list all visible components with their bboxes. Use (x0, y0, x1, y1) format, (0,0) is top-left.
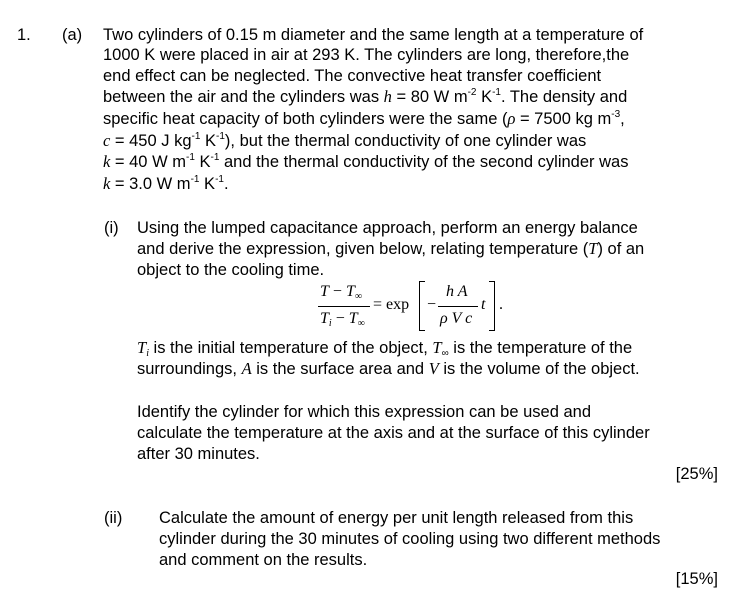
text: K (194, 153, 211, 171)
task-line-2: calculate the temperature at the axis and at the surface of this cylinder (137, 424, 650, 442)
exponent: -1 (185, 152, 195, 163)
left-bracket (419, 281, 425, 331)
text: . (223, 175, 229, 193)
part-ii-line-2: cylinder during the 30 minutes of cooling using two different methods (159, 530, 661, 548)
symbol-T: T (432, 338, 442, 357)
infinity-subscript: ∞ (357, 318, 365, 329)
text: K (199, 175, 216, 193)
text: between the air and the cylinders was (103, 88, 384, 106)
part-i-line-1: Using the lumped capacitance approach, perform an energy balance (137, 219, 638, 237)
part-ii-marks: [15%] (675, 570, 718, 588)
text: and derive the expression, given below, relating temperature ( (137, 240, 589, 258)
exponent: -1 (191, 131, 201, 142)
symbol-T: T (137, 338, 147, 357)
exponent: -1 (216, 131, 225, 142)
subscript-i: i (328, 318, 332, 329)
intro-line-4 (103, 87, 627, 107)
intro-line-6 (103, 131, 586, 151)
text: ) of an (597, 240, 645, 258)
symbol-k: k (103, 152, 111, 171)
rhs-numerator: h A (446, 283, 468, 300)
text: is the temperature of the (448, 339, 633, 357)
symbol-t: t (481, 296, 486, 313)
symbol-T: T (588, 239, 598, 258)
right-bracket (489, 281, 495, 331)
task-line-3: after 30 minutes. (137, 445, 260, 463)
exponent: -1 (190, 174, 200, 185)
part-ii-line-1: Calculate the amount of energy per unit length released from this (159, 509, 634, 527)
intro-line-5 (103, 109, 625, 129)
intro-line-2: 1000 K were placed in air at 293 K. The cylinders are long, therefore,the (103, 46, 630, 64)
rhs-fraction-bar (438, 306, 478, 307)
symbol-T: T (348, 310, 358, 327)
symbol-rho: ρ (507, 109, 516, 128)
part-a-label: (a) (62, 26, 83, 44)
text: , (620, 110, 625, 128)
intro-line-8 (103, 174, 229, 194)
symbol-c: c (103, 131, 111, 150)
rhs-denominator: ρ V c (440, 310, 473, 327)
text: specific heat capacity of both cylinders were the same ( (103, 110, 508, 128)
text: . The density and (500, 88, 628, 106)
exponent: -1 (492, 87, 501, 98)
minus-sign: − (427, 296, 437, 313)
equation-period: . (499, 296, 503, 313)
symbol-h: h (383, 87, 392, 106)
symbol-T: T (345, 283, 355, 300)
exponent: -3 (611, 109, 621, 120)
text: K (200, 132, 217, 150)
part-i-label: (i) (104, 219, 119, 237)
symbol-A: A (241, 359, 252, 378)
equals-exp: = exp (373, 296, 410, 313)
minus-sign: − (331, 310, 349, 327)
definition-line-2 (137, 359, 640, 379)
minus-sign: − (328, 283, 346, 300)
intro-line-1: Two cylinders of 0.15 m diameter and the same length at a temperature of (103, 26, 644, 44)
subscript-i: i (146, 348, 149, 359)
exponent: -1 (210, 152, 220, 163)
definition-line-1 (137, 338, 632, 358)
exponent: -2 (467, 87, 477, 98)
part-ii-label: (ii) (104, 509, 123, 527)
text: = 450 J kg (110, 132, 192, 150)
equation-lhs-numerator (320, 283, 362, 301)
text: K (476, 88, 493, 106)
text: is the surface area and (251, 360, 429, 378)
exponent: -1 (215, 174, 224, 185)
task-line-1: Identify the cylinder for which this expression can be used and (137, 403, 592, 421)
text: and the thermal conductivity of the second cylinder was (219, 153, 629, 171)
symbol-T: T (320, 283, 329, 300)
symbol-V: V (428, 359, 439, 378)
intro-line-7 (103, 152, 628, 172)
text: is the volume of the object. (438, 360, 640, 378)
lhs-fraction-bar (318, 306, 370, 307)
text: = 7500 kg m (515, 110, 612, 128)
symbol-T: T (320, 310, 329, 327)
infinity-subscript: ∞ (354, 291, 362, 302)
text: = 80 W m (391, 88, 468, 106)
symbol-k: k (103, 174, 111, 193)
part-i-line-3: object to the cooling time. (137, 261, 325, 279)
part-i-marks: [25%] (675, 465, 718, 483)
part-ii-line-3: and comment on the results. (159, 551, 368, 569)
text: is the initial temperature of the object, (148, 339, 433, 357)
equation-lhs-denominator (320, 310, 365, 328)
intro-line-3: end effect can be neglected. The convective heat transfer coefficient (103, 67, 602, 85)
text: = 3.0 W m (110, 175, 191, 193)
question-number: 1. (17, 26, 31, 44)
infinity-subscript: ∞ (441, 348, 449, 359)
text: surroundings, (137, 360, 242, 378)
text: = 40 W m (110, 153, 186, 171)
part-i-line-2 (137, 239, 644, 259)
text: ), but the thermal conductivity of one cylinder was (224, 132, 587, 150)
